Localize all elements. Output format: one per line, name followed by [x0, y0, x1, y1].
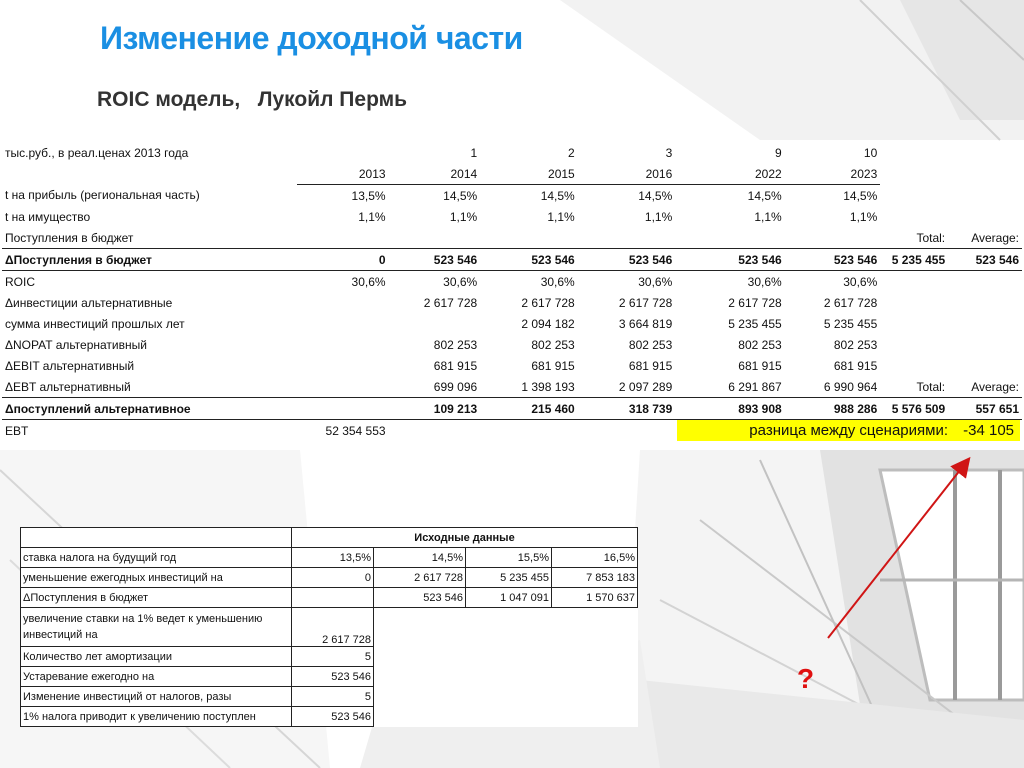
table-cell: 1,1%: [644, 209, 673, 224]
input-cell: 1 570 637: [552, 588, 638, 608]
table-cell: Total:: [916, 230, 946, 245]
input-cell: 0: [292, 568, 374, 588]
table-row: [2, 227, 1022, 249]
input-row-label: Изменение инвестиций от налогов, разы: [21, 687, 292, 707]
row-label: ΔEBIT альтернативный: [5, 358, 135, 373]
row-label: ΔПоступления в бюджет: [2, 249, 297, 271]
input-cell: 1 047 091: [466, 588, 552, 608]
table-row: [2, 313, 1022, 334]
table-row: [2, 185, 1022, 207]
row-label: t на прибыль (региональная часть): [5, 188, 200, 203]
table-cell: 802 253: [628, 337, 673, 352]
table-cell: [297, 334, 389, 355]
table-cell: 5 576 509: [880, 398, 948, 420]
input-cell: 523 546: [374, 588, 466, 608]
row-label: Δпоступлений альтернативное: [2, 398, 297, 420]
table-cell: [948, 334, 1022, 355]
table-cell: 2 094 182: [521, 316, 575, 331]
table-cell: [880, 334, 948, 355]
row-label: ROIC: [5, 274, 35, 289]
table-cell: [389, 420, 481, 442]
table-cell: Total:: [916, 379, 946, 394]
table-cell: [948, 185, 1022, 207]
input-cell: 15,5%: [466, 548, 552, 568]
table-row: [2, 206, 1022, 227]
table-cell: 2 617 728: [823, 295, 878, 310]
table-cell: 523 546: [578, 249, 676, 271]
input-row: [21, 707, 638, 727]
year-row: [2, 163, 1022, 185]
table-cell: [297, 398, 389, 420]
table-cell: 2 097 289: [618, 379, 673, 394]
table-cell: 802 253: [433, 337, 478, 352]
scenario-difference-value: -34 105: [963, 422, 1014, 439]
question-mark: ?: [797, 663, 815, 694]
table-cell: 1,1%: [547, 209, 575, 224]
table-cell: 14,5%: [540, 188, 575, 203]
table-cell: [948, 206, 1022, 227]
table-row: [2, 398, 1022, 420]
table-cell: 10: [863, 145, 878, 160]
table-cell: 523 546: [785, 249, 881, 271]
input-cell: 523 546: [292, 667, 374, 687]
table-row: [2, 355, 1022, 376]
table-cell: [675, 227, 784, 249]
table-cell: 2014: [389, 163, 481, 185]
table-cell: [578, 420, 676, 442]
table-row: [2, 334, 1022, 355]
slide-subtitle: ROIC модель, Лукойл Пермь: [97, 88, 408, 111]
table-cell: 30,6%: [443, 274, 478, 289]
table-cell: 9: [775, 145, 782, 160]
table-cell: 318 739: [578, 398, 676, 420]
input-row: [21, 568, 638, 588]
table-cell: [948, 313, 1022, 334]
row-label: сумма инвестиций прошлых лет: [5, 316, 185, 331]
empty-cell: [552, 608, 638, 647]
table-cell: [880, 355, 948, 376]
table-row: [2, 376, 1022, 398]
empty-cell: [466, 608, 552, 647]
input-row: [21, 647, 638, 667]
empty-cell: [466, 647, 552, 667]
table-cell: 6 990 964: [823, 379, 878, 394]
table-cell: [880, 292, 948, 313]
table-cell: [297, 313, 389, 334]
empty-cell: [552, 667, 638, 687]
input-row: [21, 687, 638, 707]
row-label: [2, 163, 297, 185]
empty-cell: [374, 647, 466, 667]
table-cell: [880, 142, 948, 163]
table-cell: 802 253: [738, 337, 782, 352]
input-cell: 14,5%: [374, 548, 466, 568]
empty-cell: [374, 667, 466, 687]
table-cell: [297, 376, 389, 398]
table-cell: 6 291 867: [728, 379, 782, 394]
table-cell: 2 617 728: [728, 295, 782, 310]
table-cell: 681 915: [433, 358, 478, 373]
row-label: тыс.руб., в реал.ценах 2013 года: [5, 145, 189, 160]
input-row-label: Устаревание ежегодно на: [21, 667, 292, 687]
input-row-label: Количество лет амортизации: [21, 647, 292, 667]
input-cell: 5: [292, 687, 374, 707]
table-cell: 215 460: [480, 398, 578, 420]
roic-model-table: [2, 142, 1022, 441]
table-cell: [880, 185, 948, 207]
input-cell: 523 546: [292, 707, 374, 727]
table-cell: 2023: [785, 163, 881, 185]
table-cell: 30,6%: [638, 274, 673, 289]
row-label: EBT: [5, 423, 29, 438]
table-cell: Average:: [971, 230, 1019, 245]
empty-cell: [374, 707, 466, 727]
table-cell: 699 096: [433, 379, 478, 394]
table-cell: 3: [665, 145, 673, 160]
table-cell: 3 664 819: [618, 316, 673, 331]
row-label: t на имущество: [5, 209, 91, 224]
table-row: [2, 271, 1022, 293]
empty-cell: [374, 608, 466, 647]
row-label: Δинвестиции альтернативные: [5, 295, 173, 310]
scenario-difference-label: разница между сценариями:: [749, 422, 948, 439]
table-cell: [297, 292, 389, 313]
table-cell: 2016: [578, 163, 676, 185]
input-header-row: [21, 528, 638, 548]
table-cell: [948, 271, 1022, 293]
table-cell: 1,1%: [849, 209, 878, 224]
table-cell: [297, 355, 389, 376]
input-cell: 16,5%: [552, 548, 638, 568]
table-cell: 1,1%: [754, 209, 782, 224]
table-cell: 5 235 455: [880, 249, 948, 271]
roic-model-table-area: [0, 141, 1022, 441]
table-cell: 2 617 728: [423, 295, 478, 310]
scenario-difference-highlight: [677, 420, 1020, 441]
table-cell: 30,6%: [747, 274, 782, 289]
table-cell: [389, 227, 481, 249]
table-cell: [785, 227, 881, 249]
table-row: [2, 292, 1022, 313]
input-row-label: ΔПоступления в бюджет: [21, 588, 292, 608]
table-cell: 523 546: [675, 249, 784, 271]
table-cell: 2 617 728: [618, 295, 673, 310]
table-cell: 681 915: [833, 358, 878, 373]
table-cell: 1,1%: [449, 209, 478, 224]
row-label: ΔNOPAT альтернативный: [5, 337, 147, 352]
table-cell: [297, 227, 389, 249]
table-cell: [948, 142, 1022, 163]
input-data-header: Исходные данные: [292, 528, 638, 548]
table-cell: 52 354 553: [325, 423, 386, 438]
empty-cell: [466, 687, 552, 707]
input-data-table-area: [20, 527, 638, 727]
input-cell: [292, 588, 374, 608]
table-cell: 557 651: [948, 398, 1022, 420]
input-cell: 5 235 455: [466, 568, 552, 588]
table-row: [2, 249, 1022, 271]
input-row: [21, 548, 638, 568]
input-cell: 13,5%: [292, 548, 374, 568]
table-cell: [880, 313, 948, 334]
table-cell: 14,5%: [747, 188, 782, 203]
empty-cell: [552, 687, 638, 707]
empty-cell: [552, 647, 638, 667]
empty-cell: [552, 707, 638, 727]
input-cell: 5: [292, 647, 374, 667]
table-cell: 681 915: [628, 358, 673, 373]
table-cell: 5 235 455: [728, 316, 782, 331]
input-row: [21, 588, 638, 608]
table-cell: 523 546: [948, 249, 1022, 271]
input-cell: 2 617 728: [374, 568, 466, 588]
table-cell: [948, 355, 1022, 376]
row-label: Поступления в бюджет: [5, 230, 134, 245]
table-cell: 5 235 455: [823, 316, 878, 331]
table-cell: 681 915: [738, 358, 782, 373]
index-row: [2, 142, 1022, 163]
table-cell: 681 915: [531, 358, 575, 373]
empty-cell: [466, 667, 552, 687]
table-cell: [948, 292, 1022, 313]
table-cell: 13,5%: [351, 188, 386, 203]
table-cell: Average:: [971, 379, 1019, 394]
table-cell: 30,6%: [351, 274, 386, 289]
table-cell: 802 253: [833, 337, 878, 352]
table-cell: 2022: [675, 163, 784, 185]
table-cell: [389, 313, 481, 334]
input-row-label: увеличение ставки на 1% ведет к уменьшению инвестиций на: [21, 608, 292, 647]
table-cell: 893 908: [675, 398, 784, 420]
table-cell: 802 253: [531, 337, 575, 352]
table-cell: 2013: [297, 163, 389, 185]
input-row: [21, 667, 638, 687]
empty-cell: [466, 707, 552, 727]
table-cell: 988 286: [785, 398, 881, 420]
table-cell: [480, 420, 578, 442]
table-cell: 2 617 728: [521, 295, 575, 310]
input-row-label: уменьшение ежегодных инвестиций на: [21, 568, 292, 588]
table-cell: 14,5%: [638, 188, 673, 203]
input-cell: 2 617 728: [292, 608, 374, 647]
table-cell: 2015: [480, 163, 578, 185]
table-cell: 2: [568, 145, 575, 160]
table-cell: 1,1%: [358, 209, 386, 224]
table-cell: 1 398 193: [521, 379, 575, 394]
input-data-table: [20, 527, 638, 727]
table-cell: 0: [297, 249, 389, 271]
table-cell: 1: [470, 145, 478, 160]
empty-cell: [374, 687, 466, 707]
slide-title: Изменение доходной части: [100, 20, 523, 56]
input-row-label: ставка налога на будущий год: [21, 548, 292, 568]
table-cell: 523 546: [480, 249, 578, 271]
table-cell: [297, 142, 389, 163]
header-spacer: [21, 528, 292, 548]
table-cell: 523 546: [389, 249, 481, 271]
table-cell: [578, 227, 676, 249]
table-cell: 14,5%: [843, 188, 878, 203]
table-cell: 14,5%: [443, 188, 478, 203]
table-cell: [948, 163, 1022, 185]
input-cell: 7 853 183: [552, 568, 638, 588]
input-row-label: 1% налога приводит к увеличению поступлен: [21, 707, 292, 727]
table-cell: [880, 206, 948, 227]
table-cell: 30,6%: [540, 274, 575, 289]
table-cell: [480, 227, 578, 249]
table-cell: [880, 271, 948, 293]
table-cell: [880, 163, 948, 185]
row-label: ΔEBT альтернативный: [5, 379, 131, 394]
table-cell: 109 213: [389, 398, 481, 420]
input-row: [21, 608, 638, 647]
table-cell: 30,6%: [843, 274, 878, 289]
